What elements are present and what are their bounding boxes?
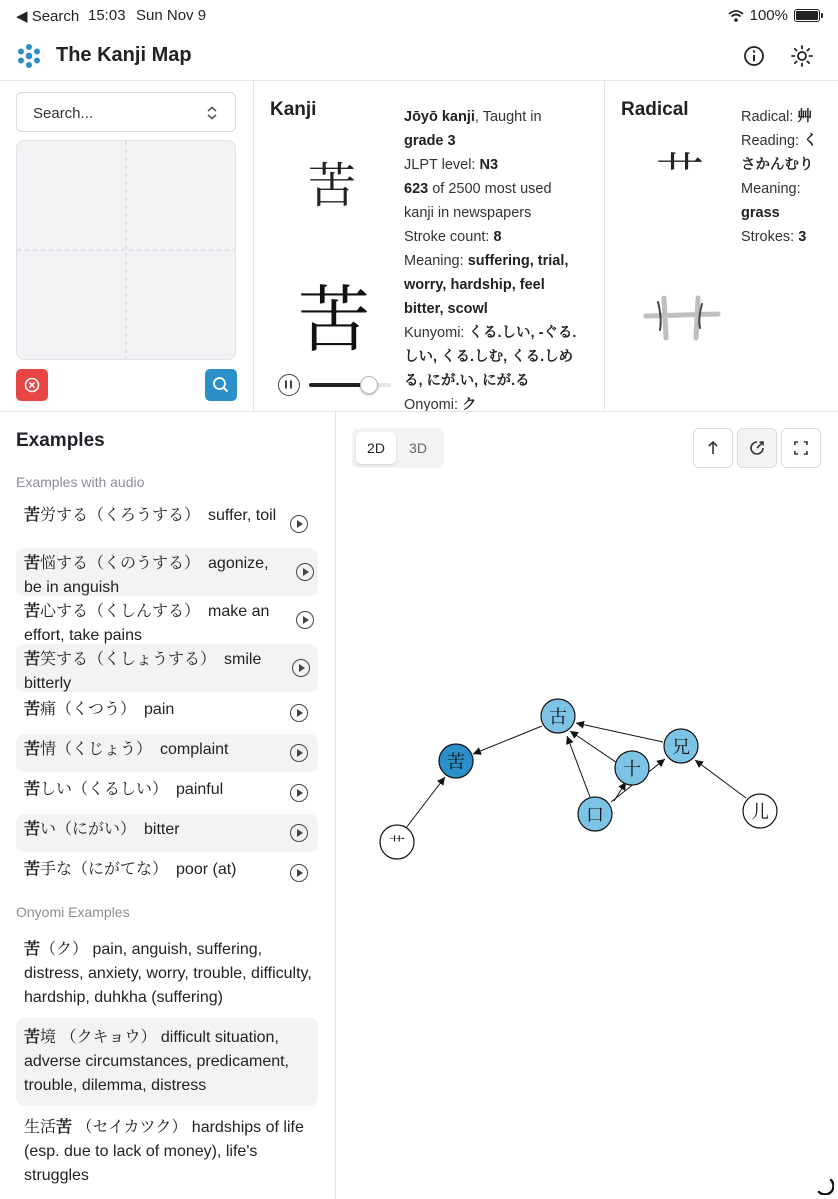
kanji-graph[interactable] bbox=[336, 480, 836, 1195]
onyomi-example-row bbox=[16, 930, 318, 1016]
grade: grade 3 bbox=[404, 133, 456, 149]
canvas-guides bbox=[17, 141, 235, 359]
search-placeholder: Search... bbox=[33, 105, 94, 122]
example-rest: 心する（くしんする） make an effort, take pains bbox=[24, 603, 270, 644]
example-rest: い（にがい） bitter bbox=[40, 821, 180, 838]
play-audio-icon[interactable] bbox=[292, 659, 310, 677]
reading-label: Reading: bbox=[741, 133, 804, 149]
radical-strokes: 3 bbox=[798, 229, 807, 245]
app-title: The Kanji Map bbox=[56, 44, 192, 66]
example-kanji: 苦 bbox=[24, 821, 41, 838]
play-audio-icon[interactable] bbox=[290, 515, 308, 533]
divider bbox=[253, 80, 254, 411]
example-kanji: 苦 bbox=[24, 941, 41, 958]
kanji-info bbox=[404, 105, 584, 411]
onyomi-label: Onyomi: bbox=[404, 397, 463, 411]
audio-example-row bbox=[16, 548, 318, 596]
kunyomi: くる.しい, -ぐる.しい, くる.しむ, くる.しめる, にが.い, にが.る bbox=[404, 325, 577, 389]
graph-node-kusakanmuri[interactable] bbox=[380, 825, 414, 859]
example-rest: しい（くるしい） painful bbox=[40, 781, 224, 798]
example-text bbox=[24, 648, 280, 696]
onyomi: ク bbox=[462, 397, 477, 411]
animation-progress-thumb[interactable] bbox=[360, 376, 378, 394]
animation-progress-track bbox=[309, 383, 391, 387]
example-text bbox=[24, 778, 280, 802]
kanji-stroke-animation: 苦 bbox=[298, 278, 371, 362]
play-audio-icon[interactable] bbox=[290, 784, 308, 802]
search-icon bbox=[205, 369, 237, 401]
example-kanji: 苦 bbox=[24, 651, 41, 668]
play-audio-icon[interactable] bbox=[290, 704, 308, 722]
graph-node-juu[interactable] bbox=[615, 751, 649, 785]
graph-node-ani[interactable] bbox=[664, 729, 698, 763]
example-text bbox=[24, 552, 280, 600]
mode-3d-button[interactable]: 3D bbox=[409, 440, 427, 456]
onyomi-example-row bbox=[16, 1108, 318, 1194]
graph-edge bbox=[567, 736, 590, 797]
status-right bbox=[728, 7, 820, 24]
app-header bbox=[0, 32, 838, 81]
battery-percent: 100% bbox=[749, 7, 788, 24]
example-kanji: 苦 bbox=[24, 781, 41, 798]
radical-strokes-label: Strokes: bbox=[741, 229, 799, 245]
example-kanji: 苦 bbox=[56, 1119, 73, 1136]
divider bbox=[604, 80, 605, 411]
frequency-text-2: kanji in newspapers bbox=[404, 205, 532, 221]
view-mode-toggle bbox=[352, 428, 444, 468]
audio-example-row bbox=[16, 644, 318, 692]
fullscreen-icon bbox=[782, 429, 820, 467]
graph-node-label: 儿 bbox=[751, 802, 769, 823]
graph-node-label: 十 bbox=[623, 759, 641, 780]
example-rest: 悩する（くのうする） agonize, be in anguish bbox=[24, 555, 269, 596]
graph-node-label: 口 bbox=[586, 805, 604, 826]
example-text bbox=[24, 698, 280, 722]
example-kanji: 苦 bbox=[24, 507, 41, 524]
graph-node-label: 古 bbox=[549, 707, 567, 728]
radical-panel-title: Radical bbox=[621, 99, 689, 120]
pause-button[interactable] bbox=[278, 374, 300, 396]
jlpt-label: JLPT level: bbox=[404, 157, 480, 173]
audio-example-row bbox=[16, 596, 318, 644]
example-rest: 情（くじょう） complaint bbox=[40, 741, 229, 758]
example-text bbox=[24, 818, 280, 842]
play-audio-icon[interactable] bbox=[290, 824, 308, 842]
example-text bbox=[24, 1116, 314, 1188]
audio-example-row bbox=[16, 694, 318, 732]
example-rest: （セイカツク） hardships of life (esp. due to lack of money), life's struggles bbox=[24, 1119, 304, 1184]
chevron-updown-icon bbox=[205, 105, 219, 121]
battery-icon bbox=[794, 9, 820, 22]
example-text bbox=[24, 1026, 314, 1098]
kanji-panel-title: Kanji bbox=[270, 99, 317, 120]
onyomi-examples-label: Onyomi Examples bbox=[16, 904, 130, 920]
kanji-character: 苦 bbox=[308, 158, 357, 214]
external-link-icon bbox=[738, 429, 776, 467]
divider bbox=[0, 411, 838, 412]
graph-node-hitoashi[interactable] bbox=[743, 794, 777, 828]
graph-node-label: 艹 bbox=[388, 834, 406, 853]
taught-in-text: , Taught in bbox=[474, 109, 542, 125]
audio-example-row bbox=[16, 734, 318, 772]
audio-example-row bbox=[16, 500, 318, 548]
example-rest: 境 （クキョウ） difficult situation, adverse circumstances, predicament, trouble, dilemma, distress bbox=[24, 1029, 289, 1094]
example-text bbox=[24, 600, 280, 648]
graph-edge bbox=[695, 760, 746, 798]
example-kanji: 苦 bbox=[24, 1029, 41, 1046]
example-prefix: 生活 bbox=[24, 1119, 57, 1136]
theme-toggle-icon[interactable] bbox=[790, 44, 814, 68]
frequency-rank: 623 bbox=[404, 181, 429, 197]
example-kanji: 苦 bbox=[24, 861, 41, 878]
graph-edge bbox=[406, 777, 445, 828]
audio-example-row bbox=[16, 854, 318, 892]
play-audio-icon[interactable] bbox=[296, 563, 314, 581]
meaning-label: Meaning: bbox=[404, 253, 468, 269]
radical-stroke-animation bbox=[640, 290, 724, 350]
status-time: 15:03 bbox=[88, 7, 126, 24]
radical-meaning: grass bbox=[741, 205, 780, 221]
example-rest: 手な（にがてな） poor (at) bbox=[40, 861, 237, 878]
example-text bbox=[24, 738, 280, 762]
graph-node-kuchi[interactable] bbox=[578, 797, 612, 831]
example-kanji: 苦 bbox=[24, 741, 41, 758]
clear-icon bbox=[16, 369, 48, 401]
example-text bbox=[24, 504, 280, 528]
clear-button[interactable] bbox=[16, 369, 48, 401]
graph-node-ku[interactable] bbox=[439, 744, 473, 778]
loading-spinner-icon bbox=[816, 1177, 834, 1195]
radical-label: Radical: bbox=[741, 109, 798, 125]
radical-info bbox=[741, 105, 821, 249]
graph-node-label: 苦 bbox=[447, 752, 465, 773]
radical-value: 艸 bbox=[797, 109, 812, 125]
mode-2d-button[interactable]: 2D bbox=[356, 432, 396, 464]
back-to-search-link[interactable]: ◀ Search bbox=[16, 8, 80, 25]
example-text bbox=[24, 858, 280, 882]
example-kanji: 苦 bbox=[24, 555, 41, 572]
example-rest: 笑する（くしょうする） smile bitterly bbox=[24, 651, 262, 692]
kanji-meaning: suffering, trial, worry, hardship, feel bitter, scowl bbox=[404, 253, 569, 317]
graph-edge bbox=[576, 723, 663, 742]
onyomi-example-row bbox=[16, 1018, 318, 1106]
status-date: Sun Nov 9 bbox=[136, 7, 207, 24]
pause-icon bbox=[279, 375, 298, 394]
kunyomi-label: Kunyomi: bbox=[404, 325, 469, 341]
example-rest: 痛（くつう） pain bbox=[40, 701, 175, 718]
fullscreen-button[interactable] bbox=[781, 428, 821, 468]
play-audio-icon[interactable] bbox=[296, 611, 314, 629]
graph-node-label: 兄 bbox=[672, 737, 690, 758]
example-kanji: 苦 bbox=[24, 701, 41, 718]
graph-edge bbox=[473, 726, 542, 754]
animation-progress-fill bbox=[309, 383, 367, 387]
search-select[interactable] bbox=[16, 92, 236, 132]
example-kanji: 苦 bbox=[24, 603, 41, 620]
logo-icon[interactable] bbox=[15, 42, 43, 70]
play-audio-icon[interactable] bbox=[290, 864, 308, 882]
radical-meaning-label: Meaning: bbox=[741, 181, 801, 197]
example-text bbox=[24, 938, 314, 1010]
frequency-text: of 2500 most used bbox=[428, 181, 552, 197]
radical-reading: くさかんむり bbox=[741, 133, 818, 173]
radical-character: 艹 bbox=[656, 148, 705, 204]
status-bar bbox=[0, 0, 838, 32]
audio-example-row bbox=[16, 814, 318, 852]
example-rest: （ク） pain, anguish, suffering, distress, anxiety, worry, trouble, difficulty, hardship, duhkha (suffering) bbox=[24, 941, 312, 1006]
stroke-count: 8 bbox=[493, 229, 502, 245]
stroke-count-label: Stroke count: bbox=[404, 229, 494, 245]
examples-title: Examples bbox=[16, 430, 105, 451]
audio-example-row bbox=[16, 774, 318, 812]
handwriting-canvas[interactable] bbox=[16, 140, 236, 360]
upload-button[interactable] bbox=[693, 428, 733, 468]
search-button[interactable] bbox=[205, 369, 237, 401]
example-rest: 労する（くろうする） suffer, toil bbox=[40, 507, 277, 524]
info-icon[interactable] bbox=[742, 44, 766, 68]
wifi-icon bbox=[728, 10, 744, 22]
audio-examples-label: Examples with audio bbox=[16, 474, 145, 490]
arrow-up-icon bbox=[694, 429, 732, 467]
graph-node-ko[interactable] bbox=[541, 699, 575, 733]
play-audio-icon[interactable] bbox=[290, 744, 308, 762]
joyo-label: Jōyō kanji bbox=[404, 109, 475, 125]
jlpt-level: N3 bbox=[479, 157, 499, 173]
open-external-button[interactable] bbox=[737, 428, 777, 468]
